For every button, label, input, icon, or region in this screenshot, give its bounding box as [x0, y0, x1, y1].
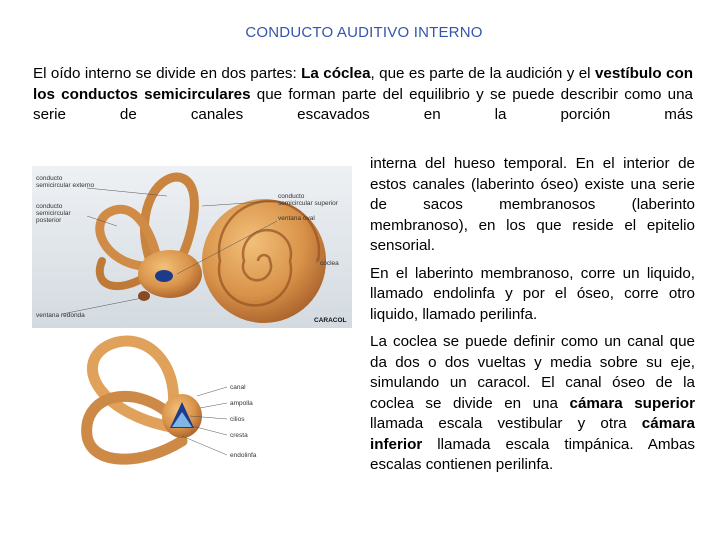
label-ext-1: conducto	[36, 175, 63, 182]
intro-text-1: El oído interno se divide en dos partes:	[33, 65, 302, 82]
label-coclea: cóclea	[320, 260, 339, 267]
label-sup-1: conducto	[278, 193, 305, 200]
label-cilios: cilios	[230, 416, 245, 423]
label-caracol: CARACOL	[314, 317, 347, 324]
inner-ear-svg	[32, 166, 352, 516]
label-ampolla: ampolla	[230, 400, 253, 407]
p3-text-c: llamada escala vestibular y otra	[370, 415, 642, 432]
label-ext-2: semicircular externo	[36, 182, 95, 189]
intro-paragraph	[33, 64, 693, 126]
right-column	[370, 154, 695, 483]
label-post-1: conducto	[36, 203, 63, 210]
label-redonda: ventana redonda	[36, 312, 85, 319]
p3-bold-inferior: cámara inferior	[370, 415, 695, 453]
label-endolinfa: endolinfa	[230, 452, 257, 459]
page-title: CONDUCTO AUDITIVO INTERNO	[245, 24, 483, 41]
ventana-redonda-shape	[138, 291, 150, 301]
paragraph-endolinfa: En el laberinto membranoso, corre un liquido, llamado endolinfa y por el óseo, corre otro liquido, llamado perilinfa.	[370, 264, 695, 323]
p3-text-d: llamada escala timpánica. Ambas escalas contienen perilinfa.	[370, 435, 695, 473]
label-canal: canal	[230, 384, 246, 391]
ventana-oval-shape	[155, 270, 173, 282]
label-sup-2: semicircular superior	[278, 200, 338, 207]
p3-text-a: La coclea se puede definir como un canal que da dos o dos vueltas y media sobre su eje, simulando un caracol. El canal óseo de la coclea se divide en una	[370, 333, 695, 412]
intro-text-2: , que es parte de la audición y el	[370, 65, 595, 82]
intro-bold-coclea: La cóclea	[301, 65, 371, 82]
label-cresta: cresta	[230, 432, 248, 439]
paragraph-laberinto: interna del hueso temporal. En el interior de estos canales (laberinto óseo) existe una serie de sacos membranosos (laberinto membranoso), en los que reside el epitelio sensorial.	[370, 155, 695, 254]
inner-ear-illustration	[32, 166, 352, 516]
label-post-2: semicircular	[36, 210, 71, 217]
p3-bold-superior: cámara superior	[569, 394, 695, 412]
label-post-3: posterior	[36, 217, 62, 224]
intro-text-3: que forman parte del equilibrio y se puede describir como una serie de canales escavados en la porción más	[33, 85, 693, 123]
intro-bold-vestibulo: vestíbulo con los conductos semicirculares	[33, 65, 694, 103]
label-oval: ventana oval	[278, 215, 315, 222]
paragraph-coclea	[370, 332, 695, 476]
